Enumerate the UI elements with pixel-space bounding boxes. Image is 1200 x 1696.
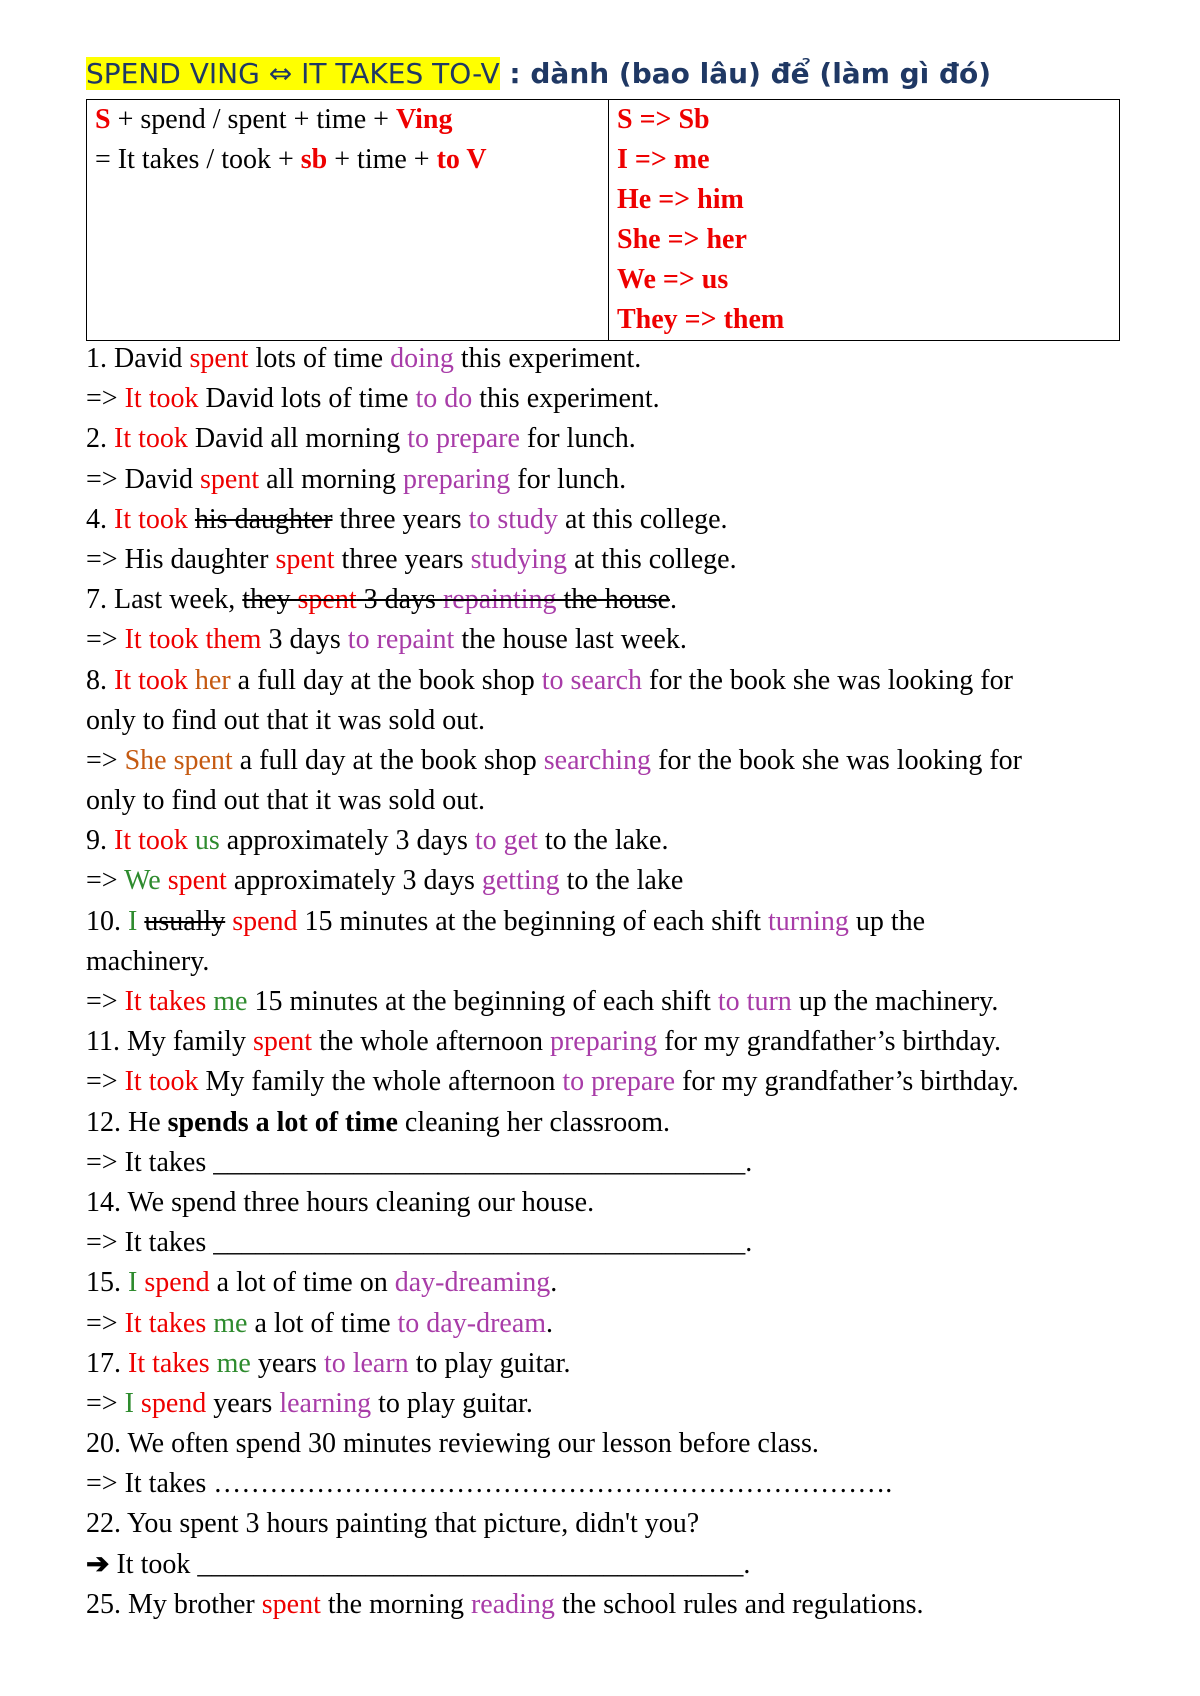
struck-text: usually — [144, 905, 226, 937]
answer-line: => It took them 3 days to repaint the house last week. — [86, 624, 687, 656]
pronoun-row: I => me — [617, 144, 710, 175]
formula-spend: S + spend / spent + time + Ving — [95, 104, 453, 135]
exercise-line: 20. We often spend 30 minutes reviewing our lesson before class. — [86, 1428, 819, 1460]
answer-line: => It takes me a lot of time to day-dream. — [86, 1307, 554, 1339]
exercise-line: 7. Last week, they spent 3 days repainting the house. — [86, 584, 678, 616]
formula-it-takes: = It takes / took + sb + time + to V — [95, 144, 487, 175]
title-meaning: : dành (bao lâu) để (làm gì đó) — [499, 57, 992, 90]
pronoun-row: He => him — [617, 184, 744, 215]
answer-blank-line: => It takes ______________________________________. — [86, 1146, 753, 1178]
answer-line: => It took My family the whole afternoon to prepare for my grandfather’s birthday. — [86, 1066, 1019, 1098]
pronoun-row: She => her — [617, 224, 747, 255]
struck-text: they spent 3 days repainting the house — [242, 584, 671, 616]
exercise-line-continued: only to find out that it was sold out. — [86, 704, 485, 736]
exercise-line: 10. I usually spend 15 minutes at the beginning of each shift turning up the — [86, 905, 926, 937]
exercise-line: 11. My family spent the whole afternoon preparing for my grandfather’s birthday. — [86, 1026, 1001, 1058]
arrow-icon: ➔ — [86, 1548, 110, 1580]
answer-blank-line: => It takes ………………………………………………………………. — [86, 1468, 893, 1500]
answer-line: => We spent approximately 3 days getting to the lake — [86, 865, 684, 897]
rule-formula-cell — [87, 100, 609, 341]
exercise-line: 25. My brother spent the morning reading the school rules and regulations. — [86, 1588, 924, 1620]
rule-table — [86, 99, 1120, 341]
pronoun-row: S => Sb — [617, 104, 710, 135]
answer-line-continued: only to find out that it was sold out. — [86, 785, 485, 817]
worksheet-title — [86, 52, 991, 96]
exercise-line: 1. David spent lots of time doing this experiment. — [86, 343, 642, 374]
title-highlight: SPEND VING ⇔ IT TAKES TO-V — [86, 57, 500, 90]
answer-blank-line: => It takes ______________________________________. — [86, 1227, 753, 1259]
answer-line: => It takes me 15 minutes at the beginning of each shift to turn up the machinery. — [86, 986, 999, 1017]
answer-line: => She spent a full day at the book shop searching for the book she was looking for — [86, 744, 1022, 776]
pronoun-cell — [609, 100, 1120, 341]
exercise-line: 4. It took his daughter three years to study at this college. — [86, 503, 728, 535]
exercise-line: 8. It took her a full day at the book shop to search for the book she was looking for — [86, 664, 1013, 696]
struck-text: his daughter — [194, 503, 333, 535]
answer-blank-line: ➔ It took _______________________________________. — [86, 1548, 751, 1580]
answer-line: => David spent all morning preparing for lunch. — [86, 463, 627, 495]
pronoun-row: We => us — [617, 264, 729, 295]
answer-line: => I spend years learning to play guitar. — [86, 1387, 533, 1419]
answer-line: => His daughter spent three years studying at this college. — [86, 543, 737, 575]
exercise-line-continued: machinery. — [86, 945, 210, 977]
exercise-line: 9. It took us approximately 3 days to get to the lake. — [86, 825, 669, 857]
exercise-line: 12. He spends a lot of time cleaning her classroom. — [86, 1106, 671, 1138]
answer-line: => It took David lots of time to do this experiment. — [86, 383, 660, 415]
pronoun-row: They => them — [617, 304, 785, 335]
exercise-line: 15. I spend a lot of time on day-dreaming. — [86, 1267, 558, 1299]
exercise-line: 14. We spend three hours cleaning our house. — [86, 1186, 595, 1218]
exercise-line: 22. You spent 3 hours painting that picture, didn't you? — [86, 1508, 700, 1540]
exercise-line: 2. It took David all morning to prepare for lunch. — [86, 423, 636, 455]
exercise-list — [86, 339, 1120, 1625]
exercise-line: 17. It takes me years to learn to play guitar. — [86, 1347, 571, 1379]
